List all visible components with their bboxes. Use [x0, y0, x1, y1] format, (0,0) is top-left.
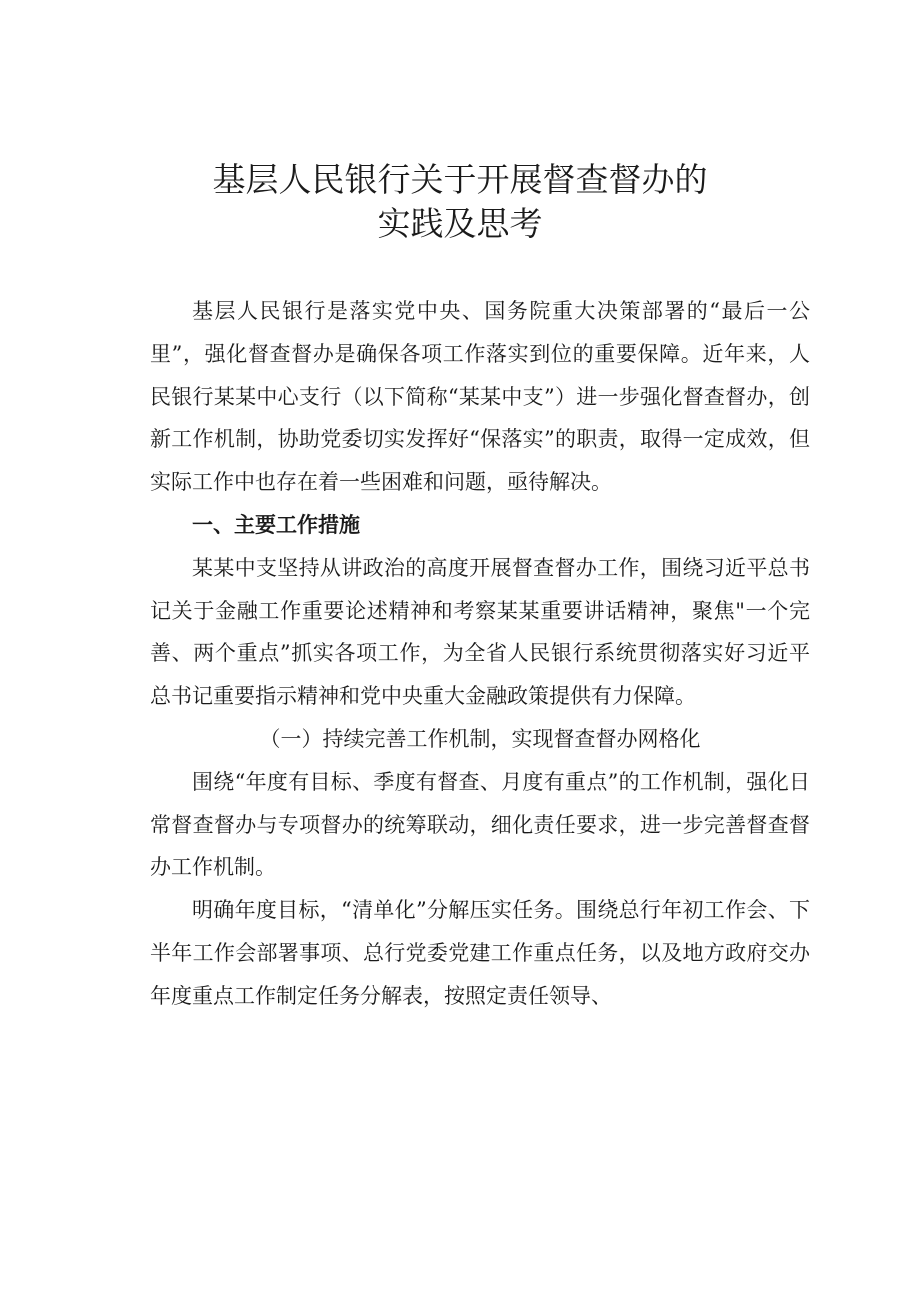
paragraph-annual-goals: 明确年度目标，“清单化”分解压实任务。围绕总行年初工作会、下半年工作会部署事项、总行党委党建工作重点任务，以及地方政府交办年度重点工作制定任务分解表，按照定责任领导、	[150, 898, 810, 1008]
subsection-heading-mechanism: （一）持续完善工作机制，实现督查督办网格化	[259, 726, 701, 751]
paragraph-main-measures: 某某中支坚持从讲政治的高度开展督查督办工作，围绕习近平总书记关于金融工作重要论述精神和考察某某重要讲话精神，聚焦"一个完善、两个重点”抓实各项工作，为全省人民银行系统贯彻落实好习近平总书记重要指示精神和党中央重大金融政策提供有力保障。	[150, 555, 810, 709]
document-body	[150, 290, 810, 1018]
document-title-line-2: 实践及思考	[377, 204, 543, 243]
paragraph-mechanism: 围绕“年度有目标、季度有督查、月度有重点”的工作机制，强化日常督查督办与专项督办的统筹联动，细化责任要求，进一步完善督查督办工作机制。	[150, 769, 810, 880]
section-heading-main-measures: 一、主要工作措施	[192, 512, 360, 537]
paragraph-intro: 基层人民银行是落实党中央、国务院重大决策部署的“最后一公里”，强化督查督办是确保各项工作落实到位的重要保障。近年来，人民银行某某中心支行（以下简称“某某中支”）进一步强化督查督办，创新工作机制，协助党委切实发挥好“保落实”的职责，取得一定成效，但实际工作中也存在着一些困难和问题，亟待解决。	[150, 299, 810, 495]
document-title-line-1: 基层人民银行关于开展督查督办的	[212, 160, 708, 199]
